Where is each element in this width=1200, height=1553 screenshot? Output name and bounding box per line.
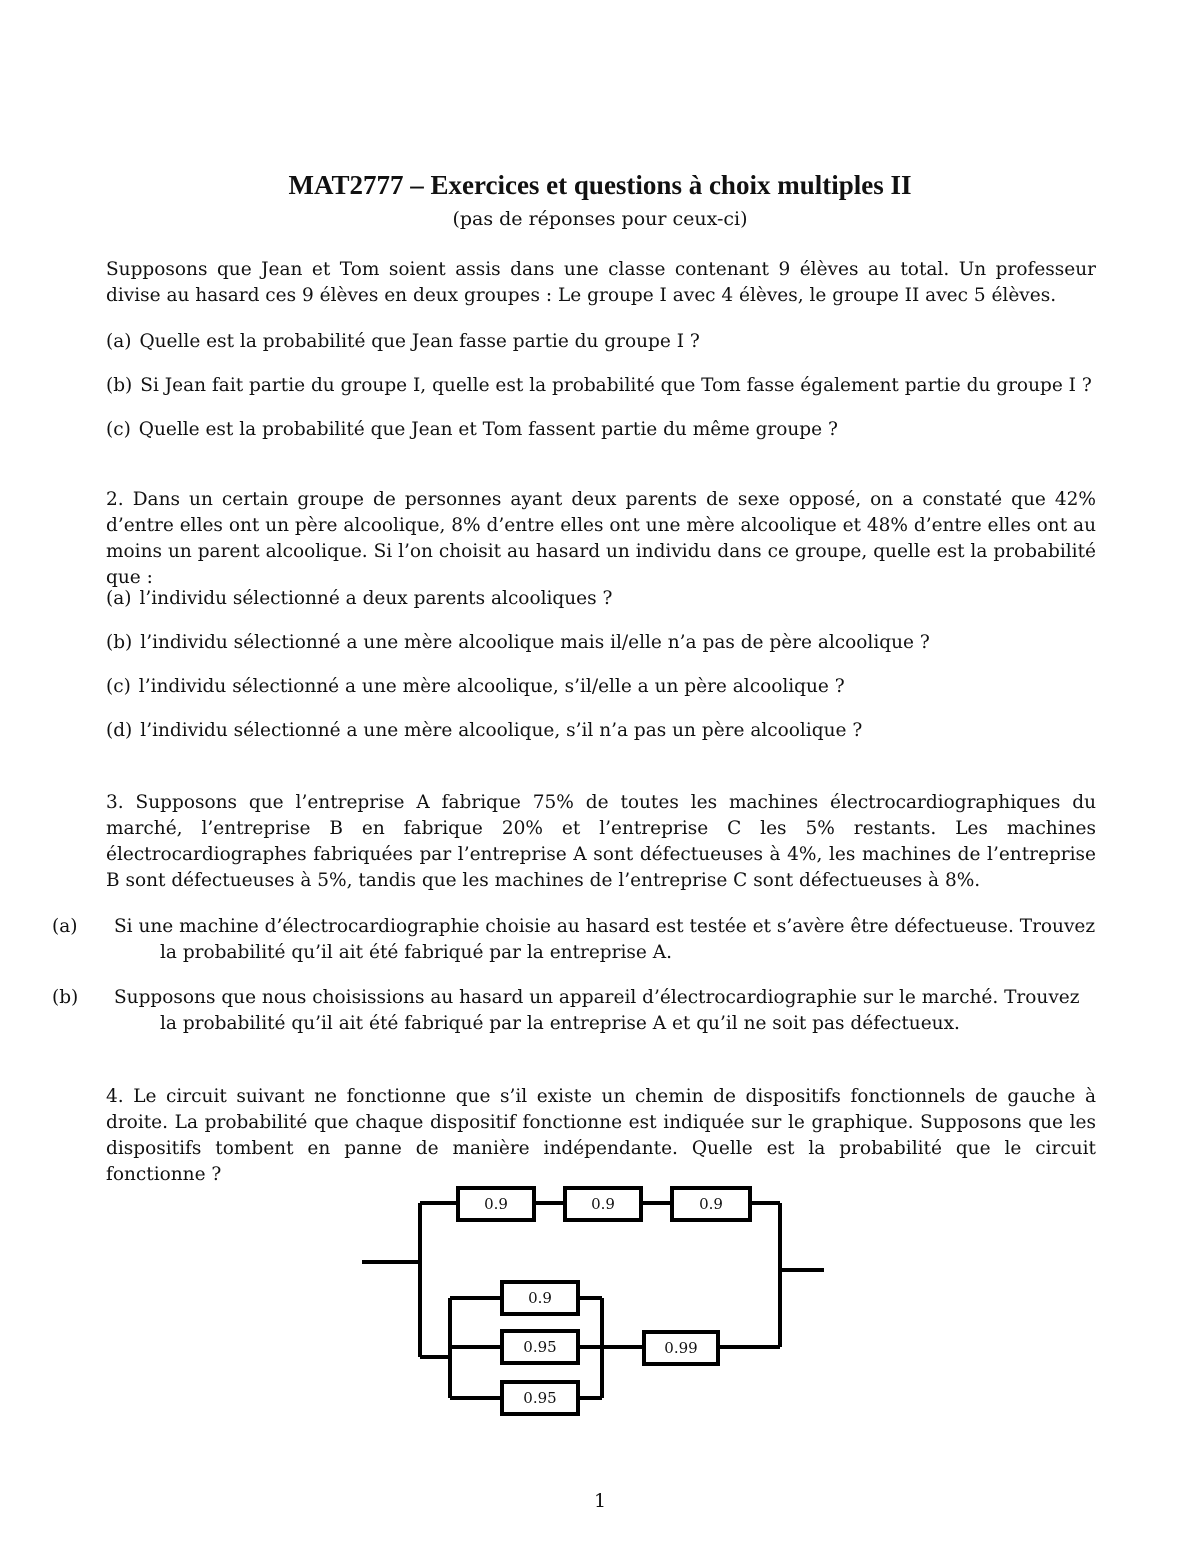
item-label: (c) — [106, 676, 131, 697]
question-3a: (a) Si une machine d’électrocardiographie choisie au hasard est testée et s’avère être défectueuse. Trouvez la probabilité qu’il ait été fabriqué par la entreprise A. — [52, 916, 1096, 963]
item-label: (a) — [106, 331, 132, 352]
item-text: l’individu sélectionné a une mère alcoolique, s’il n’a pas un père alcoolique ? — [140, 720, 863, 741]
item-text: Si Jean fait partie du groupe I, quelle est la probabilité que Tom fasse également partie du groupe I ? — [140, 375, 1092, 396]
device-top-3-label: 0.9 — [699, 1195, 723, 1213]
page-number: 1 — [593, 1490, 607, 1512]
page-title: MAT2777 – Exercices et questions à choix multiples II — [288, 170, 912, 200]
item-label: (a) — [106, 588, 132, 609]
question-3b: (b) Supposons que nous choisissions au hasard un appareil d’électrocardiographie sur le marché. Trouvez la probabilité qu’il ait été fabriqué par la entreprise A et qu’il ne soit pas défectueux. — [52, 987, 1080, 1034]
device-top-1-label: 0.9 — [484, 1195, 508, 1213]
item-text: l’individu sélectionné a une mère alcoolique, s’il/elle a un père alcoolique ? — [138, 676, 845, 697]
question-2-text: 2. Dans un certain groupe de personnes ayant deux parents de sexe opposé, on a constaté que 42% d’entre elles ont un père alcoolique, 8% d’entre elles ont une mère alcoolique et 48% d’entre elles ont au moins un parent alcoolique. Si l’on choisit au hasard un individu dans ce groupe, quelle est la probabilité que : — [106, 489, 1096, 588]
item-label: (c) — [106, 419, 131, 440]
item-text: l’individu sélectionné a deux parents alcooliques ? — [139, 588, 613, 609]
item-label: (d) — [106, 720, 133, 741]
item-label: (b) — [106, 375, 133, 396]
question-4-text: 4. Le circuit suivant ne fonctionne que s’il existe un chemin de dispositifs fonctionnels de gauche à droite. La probabilité que chaque dispositif fonctionne est indiquée sur le graphique. Supposons que les dispositifs tombent en panne de manière indépendante. Quelle est la probabilité que le circuit fonctionne ? — [106, 1086, 1096, 1185]
page-subtitle: (pas de réponses pour ceux-ci) — [452, 208, 748, 230]
device-parallel-1-label: 0.9 — [528, 1289, 552, 1307]
item-text: l’individu sélectionné a une mère alcoolique mais il/elle n’a pas de père alcoolique ? — [140, 632, 930, 653]
device-parallel-3-label: 0.95 — [523, 1389, 557, 1407]
item-text: Quelle est la probabilité que Jean et Tom fassent partie du même groupe ? — [138, 419, 838, 440]
question-1-text: Supposons que Jean et Tom soient assis dans une classe contenant 9 élèves au total. Un professeur divise au hasard ces 9 élèves en deux groupes : Le groupe I avec 4 élèves, le groupe II avec 5 élèves. — [106, 259, 1096, 306]
item-text: Supposons que nous choisissions au hasard un appareil d’électrocardiographie sur le marché. Trouvez la probabilité qu’il ait été fabriqué par la entreprise A et qu’il ne soit pas défectueux. — [114, 987, 1080, 1034]
device-series-end-label: 0.99 — [664, 1339, 698, 1357]
question-3-text: 3. Supposons que l’entreprise A fabrique 75% de toutes les machines électrocardiographiques du marché, l’entreprise B en fabrique 20% et l’entreprise C les 5% restants. Les machines électrocardiographes fabriquées par l’entreprise A sont défectueuses à 4%, les machines de l’entreprise B sont défectueuses à 5%, tandis que les machines de l’entreprise C sont défectueuses à 8%. — [106, 792, 1096, 891]
item-label: (b) — [106, 632, 133, 653]
item-text: Quelle est la probabilité que Jean fasse partie du groupe I ? — [139, 331, 700, 352]
device-top-2-label: 0.9 — [591, 1195, 615, 1213]
device-parallel-2-label: 0.95 — [523, 1338, 557, 1356]
circuit-wires — [362, 1203, 824, 1398]
item-text: Si une machine d’électrocardiographie choisie au hasard est testée et s’avère être défectueuse. Trouvez la probabilité qu’il ait été fabriqué par la entreprise A. — [114, 916, 1096, 963]
